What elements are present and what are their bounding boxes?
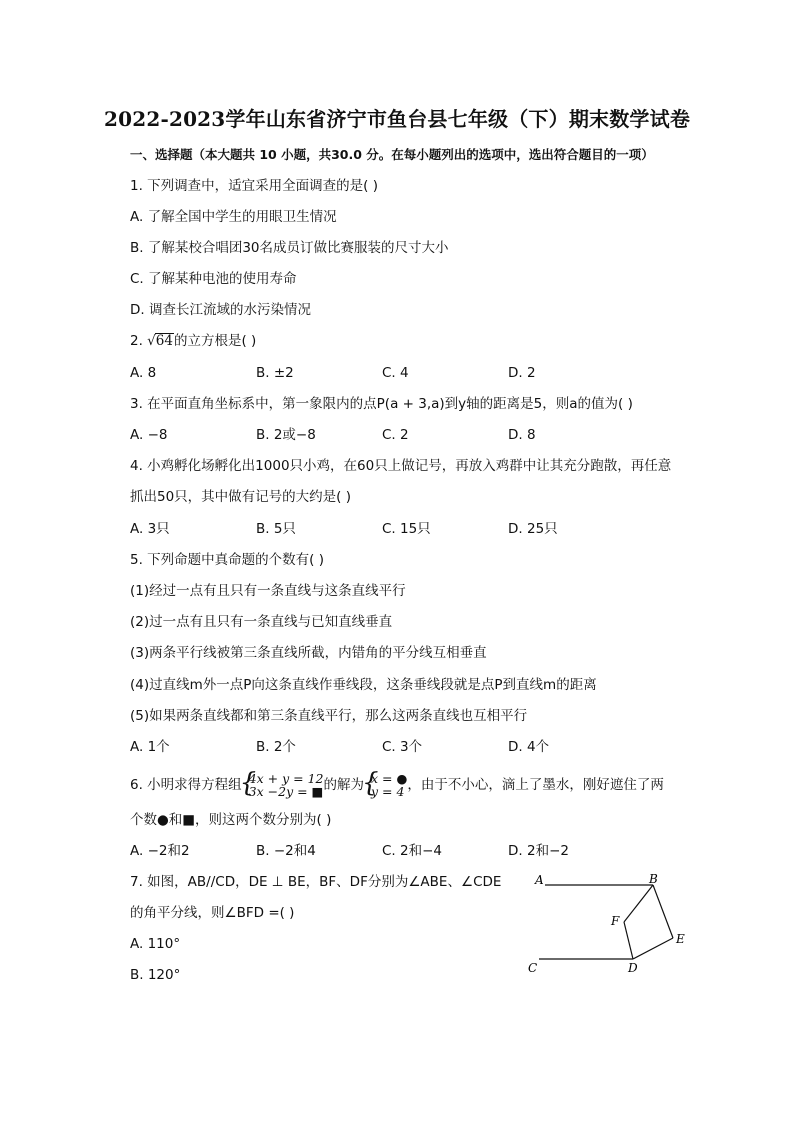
segment-de [633, 938, 673, 959]
question-5-option-c: C. 3个 [382, 739, 423, 755]
section-heading: 一、选择题（本大题共 10 小题，共30.0 分。在每小题列出的选项中，选出符合题目的一项） [130, 147, 654, 162]
question-2-option-c: C. 4 [382, 365, 409, 381]
question-4-option-a: A. 3只 [130, 521, 170, 537]
question-5-statement-4: (4)过直线m外一点P向这条直线作垂线段，这条垂线段就是点P到直线m的距离 [130, 677, 597, 693]
question-5-statement-2: (2)过一点有且只有一条直线与已知直线垂直 [130, 614, 393, 630]
question-2-option-b: B. ±2 [256, 365, 294, 381]
question-6-option-c: C. 2和−4 [382, 843, 442, 859]
question-6-option-d: D. 2和−2 [508, 843, 569, 859]
question-7-option-b: B. 120° [130, 967, 181, 983]
question-4-stem-cont: 抓出50只，其中做有记号的大约是( ) [130, 489, 352, 505]
segment-bf [624, 885, 653, 922]
equation-1: { 4x + y = 12 [248, 771, 324, 786]
question-1-option-a: A. 了解全国中学生的用眼卫生情况 [130, 209, 337, 225]
question-2-number: 2. [130, 333, 148, 349]
question-3-option-d: D. 8 [508, 427, 536, 443]
question-5-option-b: B. 2个 [256, 739, 296, 755]
segment-be [653, 885, 673, 938]
solution-system [364, 772, 407, 798]
equation-system [242, 772, 324, 798]
geometry-figure [525, 868, 695, 983]
label-c: C [528, 961, 538, 975]
question-3-option-b: B. 2或−8 [256, 427, 316, 443]
question-6-option-a: A. −2和2 [130, 843, 190, 859]
question-5-option-a: A. 1个 [130, 739, 170, 755]
question-7-stem-cont: 的角平分线，则∠BFD =( ) [130, 905, 295, 921]
question-1-option-c: C. 了解某种电池的使用寿命 [130, 271, 297, 287]
question-2-option-a: A. 8 [130, 365, 157, 381]
question-4-option-b: B. 5只 [256, 521, 296, 537]
label-e: E [676, 932, 685, 946]
question-3-stem: 3. 在平面直角坐标系中，第一象限内的点P(a + 3,a)到y轴的距离是5，则a的值为( ) [130, 396, 633, 412]
question-5-statement-3: (3)两条平行线被第三条直线所截，内错角的平分线互相垂直 [130, 645, 487, 661]
question-1-stem: 1. 下列调查中，适宜采用全面调查的是( ) [130, 178, 378, 194]
label-a: A [535, 873, 544, 887]
radicand: 64 [155, 333, 173, 349]
page-title: 2022-2023学年山东省济宁市鱼台县七年级（下）期末数学试卷 [103, 107, 691, 131]
question-2-option-d: D. 2 [508, 365, 536, 381]
question-7-option-a: A. 110° [130, 936, 181, 952]
question-6-option-b: B. −2和4 [256, 843, 316, 859]
question-2-stem [130, 331, 256, 351]
question-5-statement-5: (5)如果两条直线都和第三条直线平行，那么这两条直线也互相平行 [130, 708, 528, 724]
question-4-option-c: C. 15只 [382, 521, 431, 537]
solution-2: y = 4 [370, 784, 405, 799]
label-b: B [649, 872, 658, 886]
question-1-option-d: D. 调查长江流域的水污染情况 [130, 302, 311, 318]
question-6-mid: 的解为 [323, 777, 364, 793]
question-4-option-d: D. 25只 [508, 521, 558, 537]
question-5-stem: 5. 下列命题中真命题的个数有( ) [130, 552, 324, 568]
question-6-post: ，由于不小心，滴上了墨水，刚好遮住了两 [407, 777, 664, 793]
solution-1: { x = ● [370, 771, 408, 786]
label-d: D [628, 961, 638, 975]
question-6-stem [130, 772, 664, 798]
sqrt-symbol: √ [147, 333, 156, 349]
question-3-option-a: A. −8 [130, 427, 168, 443]
question-6-pre: 6. 小明求得方程组 [130, 777, 242, 793]
question-7-stem: 7. 如图，AB//CD，DE ⊥ BE，BF、DF分别为∠ABE、∠CDE [130, 874, 502, 890]
question-6-stem-cont: 个数●和■，则这两个数分别为( ) [130, 812, 332, 828]
question-5-option-d: D. 4个 [508, 739, 550, 755]
segment-df [624, 922, 633, 959]
label-f: F [611, 914, 620, 928]
equation-2: 3x −2y = ■ [248, 784, 324, 799]
question-1-option-b: B. 了解某校合唱团30名成员订做比赛服装的尺寸大小 [130, 240, 449, 256]
question-4-stem: 4. 小鸡孵化场孵化出1000只小鸡，在60只上做记号，再放入鸡群中让其充分跑散，再任意 [130, 458, 672, 474]
question-5-statement-1: (1)经过一点有且只有一条直线与这条直线平行 [130, 583, 406, 599]
question-2-rest: 的立方根是( ) [173, 333, 257, 349]
question-3-option-c: C. 2 [382, 427, 409, 443]
